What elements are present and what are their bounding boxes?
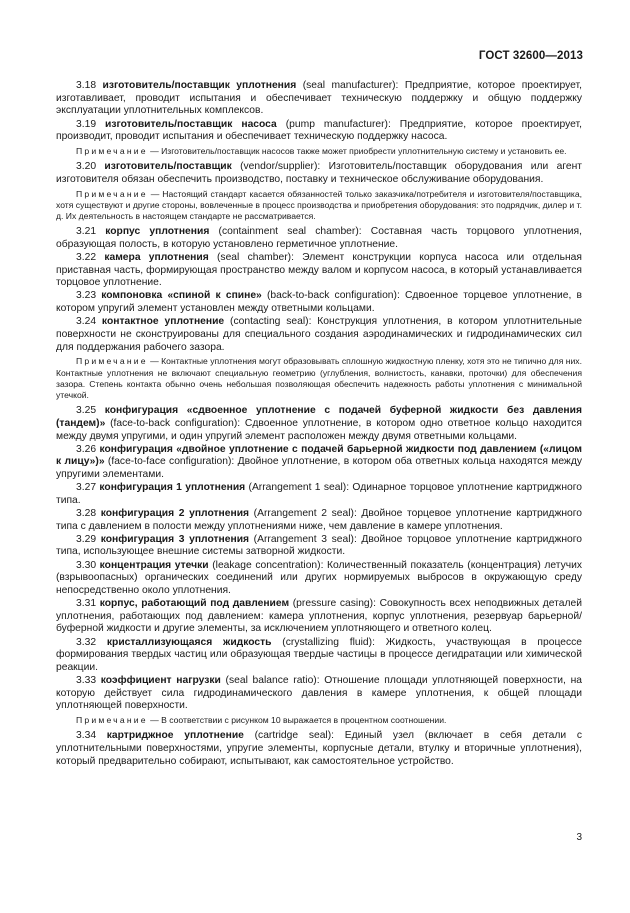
definition-text: (Arrangement 3 seal): Двойное торцовое уплотнение картриджного типа, использующее внешние системы затворной жидкости. <box>56 533 582 558</box>
definition-text: (pressure casing): Совокупность всех неподвижных деталей уплотнения, работающих под давлением: камера уплотнения, корпус уплотнения, резервуар барьерной/буферной жидкости и другие элементы, за исключением уплотняющего и ответного колец. <box>56 598 582 635</box>
note-3-20 <box>56 189 582 223</box>
clause-number: 3.19 <box>76 118 97 130</box>
clause-number: 3.26 <box>76 443 97 455</box>
term: кристаллизующаяся жидкость <box>106 636 272 648</box>
clause-number: 3.30 <box>76 559 97 571</box>
clause-number: 3.29 <box>76 533 97 545</box>
definition-text: (seal balance ratio): Отношение площади уплотняющей поверхности, на которую действует сила гидродинамического давления в камере уплотнения, к общей площади уплотняющей поверхности. <box>56 675 582 712</box>
clause-number: 3.18 <box>76 80 97 91</box>
note-text: — В соответствии с рисунком 10 выражается в процентном соотношении. <box>147 715 447 726</box>
note-3-33 <box>56 715 582 726</box>
term: коэффициент нагрузки <box>100 675 221 687</box>
term: картриджное уплотнение <box>106 730 244 742</box>
definition-3-25 <box>56 405 582 443</box>
note-label: Примечание <box>76 145 148 156</box>
definition-3-29 <box>56 534 582 559</box>
document-body <box>56 80 582 769</box>
definition-3-24 <box>56 316 582 354</box>
note-3-24 <box>56 356 582 401</box>
clause-number: 3.25 <box>76 405 97 417</box>
clause-number: 3.32 <box>76 636 97 648</box>
definition-3-32 <box>56 637 582 675</box>
definition-3-33 <box>56 675 582 713</box>
definition-text: (pump manufacturer): Предприятие, которое проектирует, производит, проводит испытания и обеспечивает техническую поддержку насоса. <box>56 118 582 143</box>
term: корпус уплотнения <box>105 226 210 238</box>
note-label: Примечание <box>76 356 148 367</box>
definition-3-19 <box>56 119 582 144</box>
term: конфигурация 3 уплотнения <box>100 533 250 545</box>
note-text: — Настоящий стандарт касается обязанностей только заказчика/потребителя и изготовителя/поставщика, хотя существуют и другие стороны, вовлеченные в процесс производства и приобретения оборудования: это подрядчик, дилер и т. д. Их деятельность в настоящем стандарте не рассматривается. <box>56 188 582 221</box>
term: компоновка «спиной к спине» <box>101 290 262 302</box>
clause-number: 3.27 <box>76 482 97 494</box>
definition-text: (Arrangement 2 seal): Двойное торцевое уплотнение картриджного типа с давлением в полости между уплотнениями ниже, чем давление в камере уплотнения. <box>56 507 582 532</box>
definition-3-31 <box>56 598 582 636</box>
definition-3-26 <box>56 444 582 482</box>
clause-number: 3.31 <box>76 598 97 610</box>
definition-3-18 <box>56 80 582 118</box>
definition-3-20 <box>56 161 582 186</box>
definition-text: (seal chamber): Элемент конструкции корпуса насоса или отдельная приставная часть, формирующая пространство между валом и корпусом насоса, в который устанавливается торцовое уплотнение. <box>56 251 582 289</box>
term: изготовитель/поставщик уплотнения <box>102 80 297 91</box>
page-number: 3 <box>576 832 582 843</box>
term: концентрация утечки <box>99 559 209 571</box>
clause-number: 3.21 <box>76 226 97 238</box>
definition-text: (face-to-back configuration): Сдвоенное уплотнение, в котором одно ответное кольцо находится между двумя упругими, и один упругий элемент расположен между двумя ответными кольцами. <box>56 417 582 442</box>
note-label: Примечание <box>76 188 148 199</box>
definition-3-27 <box>56 482 582 507</box>
definition-3-23 <box>56 290 582 315</box>
note-label: Примечание <box>76 715 148 726</box>
clause-number: 3.22 <box>76 251 97 263</box>
term: контактное уплотнение <box>101 316 225 328</box>
definition-text: (contacting seal): Конструкция уплотнения, в котором уплотнительные поверхности не сконструированы для специального создания аэродинамических и гидродинамических сил для поддержания рабочего зазора. <box>56 316 582 353</box>
clause-number: 3.28 <box>76 507 97 519</box>
definition-text: (seal manufacturer): Предприятие, которое проектирует, изготавливает, проводит испытания и обеспечивает техническую поддержку и общую поддержку эксплуатации уплотнительных комплексов. <box>56 80 582 117</box>
clause-number: 3.20 <box>76 161 97 173</box>
term: конфигурация 2 уплотнения <box>100 507 250 519</box>
definition-text: (vendor/supplier): Изготовитель/поставщик оборудования или агент изготовителя обязан обеспечить производство, поставку и техническое обслуживание оборудования. <box>56 161 582 185</box>
term: конфигурация «двойное уплотнение с подачей барьерной жидкости под давлением («лицом к лицу»)» <box>56 443 582 468</box>
note-text: — Изготовитель/поставщик насосов также может приобрести уплотнительную систему и установить ее. <box>147 145 567 156</box>
definition-3-21 <box>56 226 582 251</box>
clause-number: 3.33 <box>76 675 97 687</box>
note-text: — Контактные уплотнения могут образовывать сплошную жидкостную пленку, хотя это не типично для них. Контактные уплотнения не включают специальную геометрию (углубления, волнистость, канавки, проточки) для обеспечения зазора. Степень контакта обычно очень небольшая позволяющая обеспечить надежность работы уплотнения с минимальной утечкой. <box>56 356 582 400</box>
definition-text: (leakage concentration): Количественный показатель (концентрация) летучих (взрывоопасных) органических соединений или других нормируемых выбросов в окружающую среду непосредственно около уплотнения. <box>56 559 582 596</box>
term: камера уплотнения <box>104 251 209 263</box>
definition-text: (cartridge seal): Единый узел (включает в себя детали с уплотнительными поверхностями, упругие элементы, корпусные детали, втулку и вторичные уплотнения), который предварительно собирают, испытывают, как самостоятельное устройство. <box>56 730 582 767</box>
term: корпус, работающий под давлением <box>99 598 290 610</box>
definition-3-34 <box>56 730 582 768</box>
definition-3-28 <box>56 508 582 533</box>
term: изготовитель/поставщик насоса <box>105 118 277 130</box>
term: изготовитель/поставщик <box>104 161 232 173</box>
definition-text: (back-to-back configuration): Сдвоенное торцевое уплотнение, в котором упругий элемент установлен между ответными кольцами. <box>56 290 582 315</box>
note-3-19 <box>56 146 582 157</box>
clause-number: 3.34 <box>76 730 97 742</box>
definition-3-22 <box>56 252 582 290</box>
term: конфигурация «сдвоенное уплотнение с подачей буферной жидкости без давления (тандем)» <box>56 405 582 429</box>
clause-number: 3.24 <box>76 316 97 328</box>
definition-text: (face-to-face configuration): Двойное уплотнение, в котором оба ответных кольца находятся между упругими элементами. <box>56 456 582 481</box>
definition-text: (containment seal chamber): Составная часть торцового уплотнения, образующая полость, в которую установлено герметичное уплотнение. <box>56 226 582 250</box>
definition-text: (crystallizing fluid): Жидкость, участвующая в процессе формирования твердых частиц или образующая твердые частицы в процессе дегидратации или химической реакции. <box>56 636 582 673</box>
term: конфигурация 1 уплотнения <box>99 482 246 494</box>
standard-header: ГОСТ 32600—2013 <box>478 50 583 62</box>
definition-text: (Arrangement 1 seal): Одинарное торцовое уплотнение картриджного типа. <box>56 482 582 506</box>
definition-3-30 <box>56 560 582 598</box>
clause-number: 3.23 <box>76 290 97 302</box>
